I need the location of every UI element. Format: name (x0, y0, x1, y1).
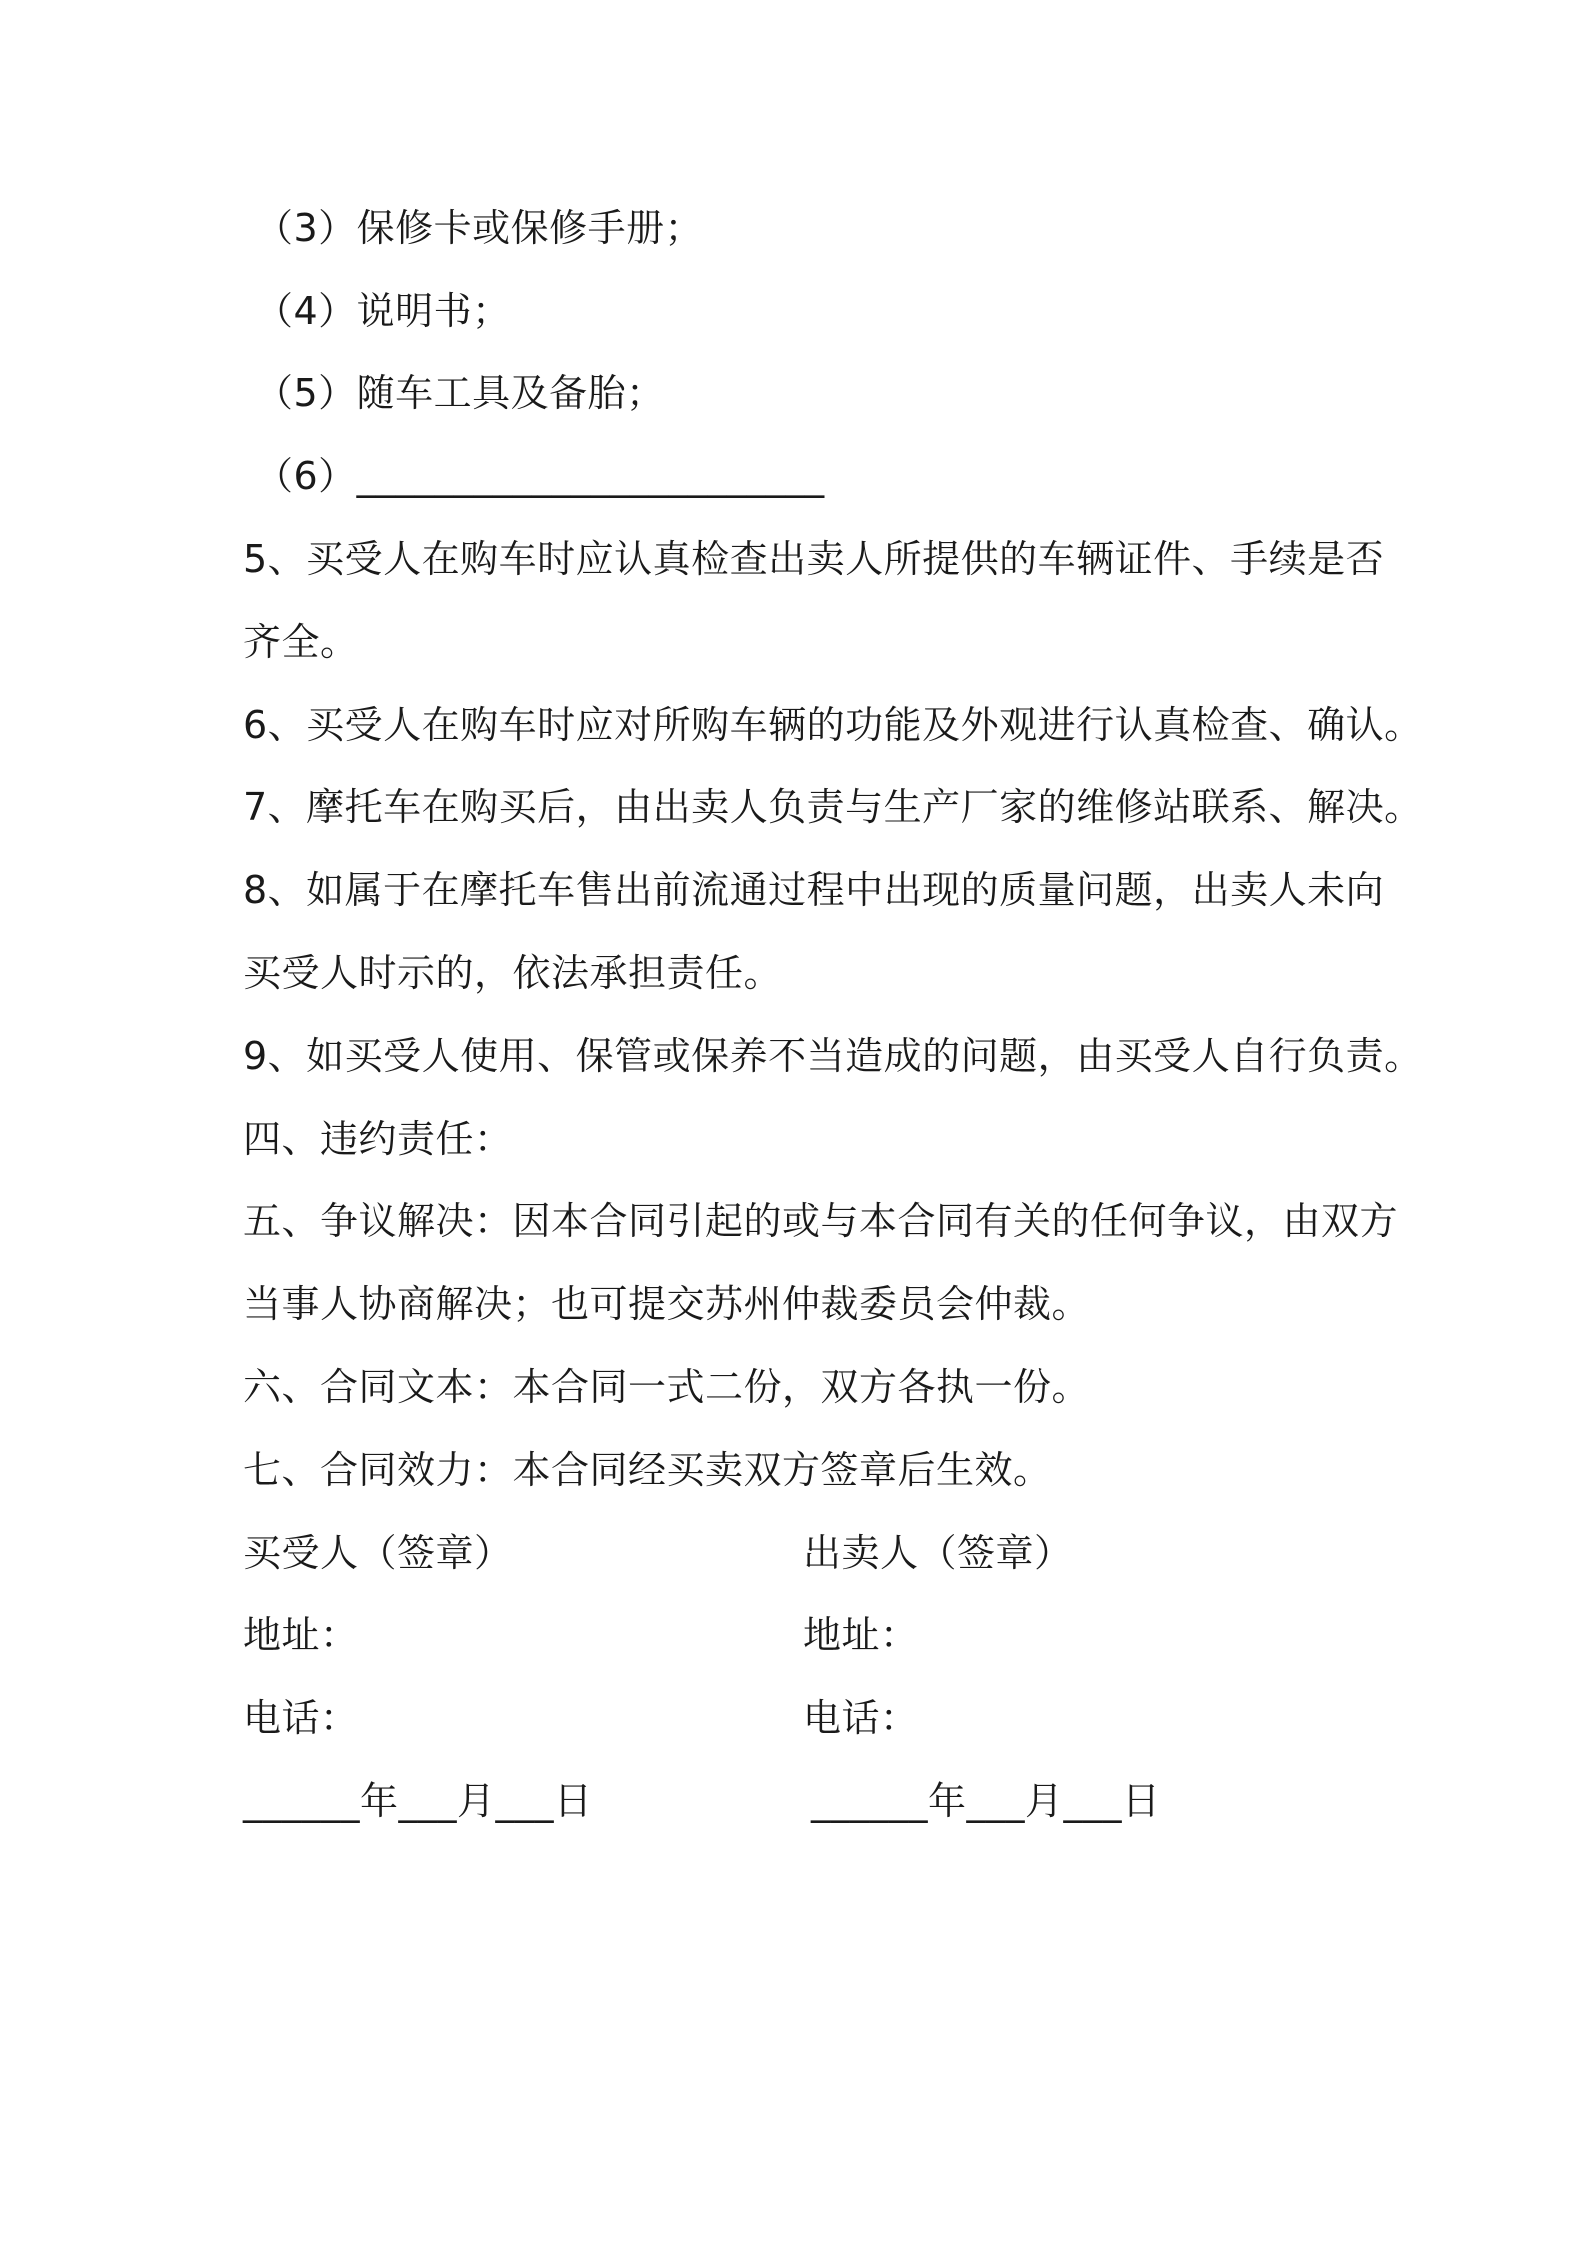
clause-7: 7、摩托车在购买后，由出卖人负责与生产厂家的维修站联系、解决。 (243, 785, 1423, 829)
seller-date: ______年___月___日 (811, 1779, 1161, 1823)
section-5-line-1: 五、争议解决：因本合同引起的或与本合同有关的任何争议，由双方 (243, 1199, 1399, 1243)
clause-6: 6、买受人在购车时应对所购车辆的功能及外观进行认真检查、确认。 (243, 703, 1423, 747)
section-7: 七、合同效力：本合同经买卖双方签章后生效。 (243, 1448, 1052, 1492)
clause-5-line-2: 齐全。 (243, 620, 359, 664)
clause-8-line-2: 买受人时示的，依法承担责任。 (243, 951, 783, 995)
section-5-line-2: 当事人协商解决；也可提交苏州仲裁委员会仲裁。 (243, 1282, 1091, 1326)
section-4-heading: 四、违约责任： (243, 1117, 513, 1161)
clause-9: 9、如买受人使用、保管或保养不当造成的问题，由买受人自行负责。 (243, 1034, 1423, 1078)
buyer-signature-label: 买受人（签章） (243, 1531, 513, 1575)
item-6: （6）________________________ (255, 454, 825, 498)
buyer-address-label: 地址： (243, 1613, 359, 1657)
seller-phone-label: 电话： (803, 1696, 919, 1740)
seller-address-label: 地址： (803, 1613, 919, 1657)
item-5: （5）随车工具及备胎； (255, 371, 665, 415)
item-4: （4）说明书； (255, 289, 511, 333)
seller-signature-label: 出卖人（签章） (803, 1531, 1073, 1575)
clause-8-line-1: 8、如属于在摩托车售出前流通过程中出现的质量问题，出卖人未向 (243, 868, 1385, 912)
section-6: 六、合同文本：本合同一式二份，双方各执一份。 (243, 1365, 1091, 1409)
item-3: （3）保修卡或保修手册； (255, 206, 704, 250)
buyer-phone-label: 电话： (243, 1696, 359, 1740)
clause-5-line-1: 5、买受人在购车时应认真检查出卖人所提供的车辆证件、手续是否 (243, 537, 1385, 581)
buyer-date: ______年___月___日 (243, 1779, 593, 1823)
